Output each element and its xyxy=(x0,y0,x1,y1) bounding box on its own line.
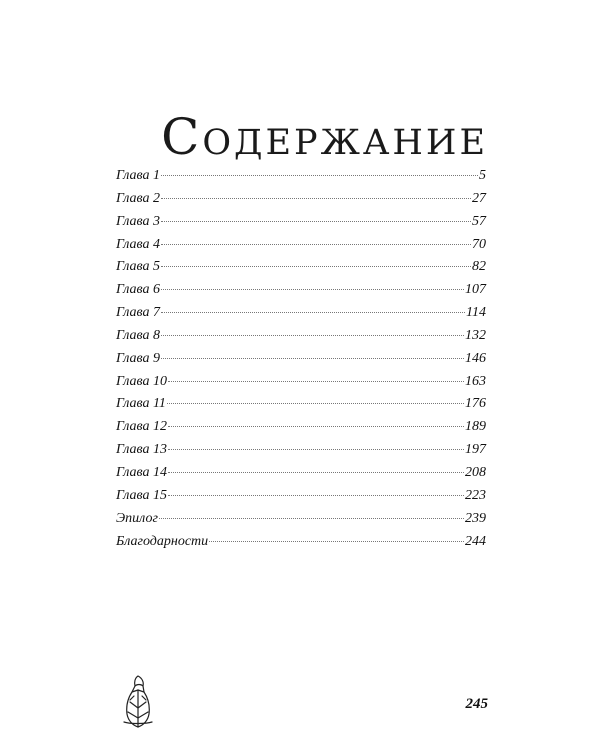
toc-entry-label: Глава 11 xyxy=(116,396,166,412)
toc-dot-leader xyxy=(161,358,464,359)
toc-entry xyxy=(116,374,486,397)
toc-entry-page: 176 xyxy=(465,396,486,412)
publisher-logo-icon xyxy=(116,672,160,732)
toc-dot-leader xyxy=(168,449,464,450)
toc-dot-leader xyxy=(168,381,464,382)
toc-entry-label: Глава 4 xyxy=(116,236,160,252)
toc-dot-leader xyxy=(161,198,471,199)
toc-entry-label: Глава 9 xyxy=(116,350,160,366)
toc-entry-label: Глава 3 xyxy=(116,213,160,229)
toc-entry-label: Глава 12 xyxy=(116,419,167,435)
toc-entry xyxy=(116,237,486,260)
toc-entry-label: Глава 5 xyxy=(116,259,160,275)
toc-entry-page: 5 xyxy=(479,168,486,183)
toc-entry-page: 70 xyxy=(472,236,486,252)
toc-entry-label: Глава 1 xyxy=(116,168,160,183)
toc-entry-label: Глава 13 xyxy=(116,442,167,458)
toc-entry-label: Глава 10 xyxy=(116,373,167,389)
toc-entry-label: Глава 7 xyxy=(116,305,160,321)
toc-entry xyxy=(116,305,486,328)
toc-dot-leader xyxy=(168,426,464,427)
toc-entry-page: 163 xyxy=(465,373,486,389)
toc-entry-page: 107 xyxy=(465,282,486,298)
toc-entry-page: 189 xyxy=(465,419,486,435)
toc-entry xyxy=(116,511,486,534)
toc-entry xyxy=(116,214,486,237)
toc-dot-leader xyxy=(161,244,471,245)
toc-entry-label: Глава 2 xyxy=(116,190,160,206)
toc-entry-page: 244 xyxy=(465,533,486,549)
toc-entry-page: 57 xyxy=(472,213,486,229)
toc-dot-leader xyxy=(161,266,471,267)
page-title: Содержание xyxy=(161,107,488,166)
toc-entry-label: Эпилог xyxy=(116,510,158,526)
toc-dot-leader xyxy=(161,335,464,336)
toc-entry-page: 82 xyxy=(472,259,486,275)
toc-entry-page: 27 xyxy=(472,190,486,206)
toc-entry xyxy=(116,328,486,351)
toc-dot-leader xyxy=(168,472,464,473)
toc-entry-label: Глава 14 xyxy=(116,464,167,480)
toc-entry-page: 223 xyxy=(465,487,486,503)
toc-entry xyxy=(116,259,486,282)
toc-entry xyxy=(116,282,486,305)
toc-entry xyxy=(116,396,486,419)
toc-entry-label: Глава 6 xyxy=(116,282,160,298)
toc-dot-leader xyxy=(167,403,464,404)
toc-entry xyxy=(116,168,486,191)
toc-entry-page: 197 xyxy=(465,442,486,458)
toc-entry-label: Благодарности xyxy=(116,533,209,549)
toc-entry xyxy=(116,488,486,511)
toc-entry-page: 146 xyxy=(465,350,486,366)
toc-dot-leader xyxy=(161,289,464,290)
toc-dot-leader xyxy=(161,312,465,313)
toc-entry-page: 208 xyxy=(465,464,486,480)
table-of-contents xyxy=(116,168,486,556)
toc-dot-leader xyxy=(209,541,464,542)
page-number: 245 xyxy=(465,696,488,712)
toc-entry xyxy=(116,534,486,557)
toc-entry-page: 239 xyxy=(465,510,486,526)
toc-dot-leader xyxy=(159,518,464,519)
toc-dot-leader xyxy=(161,221,471,222)
toc-entry-page: 114 xyxy=(466,305,486,321)
toc-entry-label: Глава 15 xyxy=(116,487,167,503)
toc-entry xyxy=(116,351,486,374)
toc-entry-label: Глава 8 xyxy=(116,327,160,343)
toc-entry xyxy=(116,465,486,488)
toc-entry xyxy=(116,419,486,442)
toc-dot-leader xyxy=(168,495,464,496)
toc-dot-leader xyxy=(161,175,478,176)
toc-entry xyxy=(116,442,486,465)
toc-entry xyxy=(116,191,486,214)
toc-entry-page: 132 xyxy=(465,327,486,343)
